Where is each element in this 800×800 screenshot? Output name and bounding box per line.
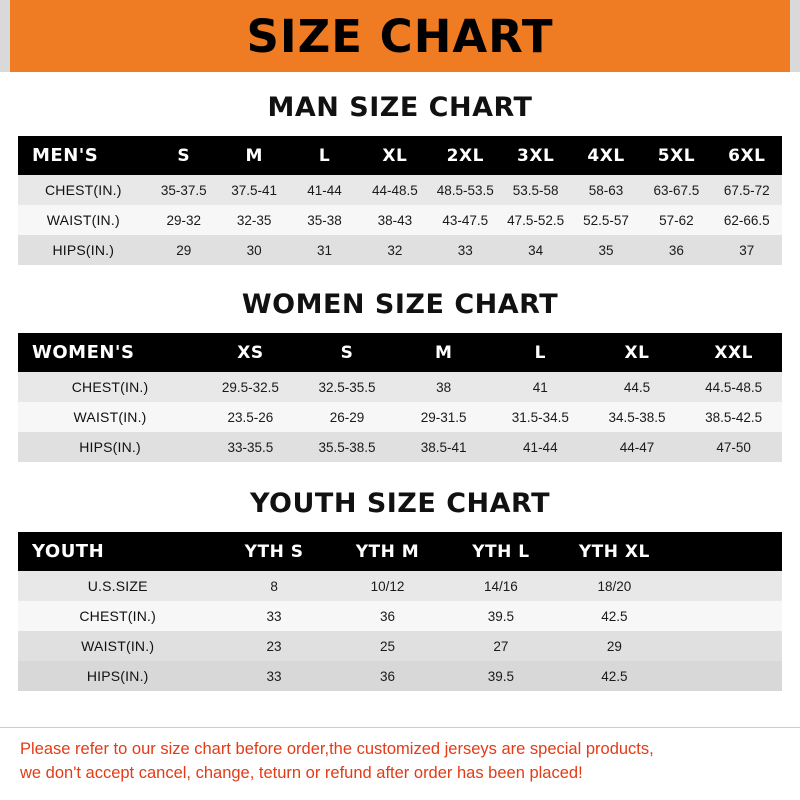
men-waist-4xl: 52.5-57 bbox=[583, 212, 629, 228]
footer-disclaimer bbox=[0, 727, 800, 800]
youth-chest-xl: 42.5 bbox=[601, 608, 628, 624]
youth-section-title: YOUTH SIZE CHART bbox=[249, 488, 551, 519]
women-hips-xs: 33-35.5 bbox=[227, 439, 274, 455]
men-chest-xl: 44-48.5 bbox=[372, 182, 418, 198]
men-hips-s: 29 bbox=[176, 242, 192, 258]
youth-ussize-l: 14/16 bbox=[484, 578, 518, 594]
youth-hips-xl: 42.5 bbox=[601, 668, 628, 684]
table-row bbox=[18, 372, 782, 402]
women-chest-l: 41 bbox=[532, 379, 548, 395]
women-chest-s: 32.5-35.5 bbox=[318, 379, 376, 395]
youth-header-m: YTH M bbox=[355, 541, 420, 562]
man-section-title: MAN SIZE CHART bbox=[267, 92, 533, 123]
men-hips-xl: 32 bbox=[387, 242, 403, 258]
men-chest-m: 37.5-41 bbox=[231, 182, 278, 198]
women-table-header-row bbox=[18, 333, 782, 372]
page-banner bbox=[0, 0, 800, 72]
men-row-waist-label: WAIST(IN.) bbox=[46, 212, 120, 228]
women-row-hips-label: HIPS(IN.) bbox=[79, 439, 141, 455]
women-waist-s: 26-29 bbox=[329, 409, 365, 425]
men-waist-5xl: 57-62 bbox=[659, 212, 694, 228]
women-chest-xs: 29.5-32.5 bbox=[221, 379, 279, 395]
banner-edge-right bbox=[790, 0, 800, 72]
women-header-label: WOMEN'S bbox=[32, 342, 135, 363]
youth-row-waist-label: WAIST(IN.) bbox=[81, 638, 155, 654]
table-row bbox=[18, 571, 782, 601]
men-header-s: S bbox=[177, 145, 191, 166]
men-waist-l: 35-38 bbox=[307, 212, 342, 228]
table-row bbox=[18, 205, 782, 235]
youth-row-ussize-label: U.S.SIZE bbox=[87, 578, 148, 594]
table-row bbox=[18, 631, 782, 661]
youth-waist-s: 23 bbox=[266, 638, 282, 654]
footer-line-2: we don't accept cancel, change, teturn or refund after order has been placed! bbox=[20, 764, 583, 783]
women-hips-l: 41-44 bbox=[523, 439, 558, 455]
men-chest-6xl: 67.5-72 bbox=[723, 182, 770, 198]
women-hips-m: 38.5-41 bbox=[420, 439, 467, 455]
youth-chest-s: 33 bbox=[266, 608, 282, 624]
youth-table-header-row bbox=[18, 532, 782, 571]
men-waist-xl: 38-43 bbox=[377, 212, 413, 228]
women-row-chest-label: CHEST(IN.) bbox=[71, 379, 149, 395]
women-waist-xs: 23.5-26 bbox=[227, 409, 274, 425]
youth-hips-spacer bbox=[671, 661, 782, 691]
men-row-chest-label: CHEST(IN.) bbox=[44, 182, 122, 198]
table-row bbox=[18, 175, 782, 205]
men-table-header-row bbox=[18, 136, 782, 175]
table-row bbox=[18, 432, 782, 462]
youth-header-xl: YTH XL bbox=[578, 541, 650, 562]
men-size-table bbox=[18, 136, 782, 265]
men-chest-4xl: 58-63 bbox=[588, 182, 624, 198]
table-row bbox=[18, 235, 782, 265]
women-row-waist-label: WAIST(IN.) bbox=[73, 409, 147, 425]
youth-hips-s: 33 bbox=[266, 668, 282, 684]
women-hips-s: 35.5-38.5 bbox=[318, 439, 376, 455]
youth-chest-m: 36 bbox=[379, 608, 395, 624]
women-header-xs: XS bbox=[237, 342, 264, 363]
women-header-l: L bbox=[534, 342, 546, 363]
youth-ussize-s: 8 bbox=[270, 578, 278, 594]
youth-ussize-xl: 18/20 bbox=[597, 578, 632, 594]
men-hips-m: 30 bbox=[246, 242, 262, 258]
women-hips-xxl: 47-50 bbox=[716, 439, 751, 455]
women-header-xxl: XXL bbox=[714, 342, 753, 363]
men-waist-s: 29-32 bbox=[166, 212, 202, 228]
youth-header-s: YTH S bbox=[244, 541, 304, 562]
men-header-l: L bbox=[318, 145, 331, 166]
women-waist-m: 29-31.5 bbox=[420, 409, 467, 425]
men-chest-3xl: 53.5-58 bbox=[512, 182, 559, 198]
men-chest-5xl: 63-67.5 bbox=[653, 182, 700, 198]
men-waist-6xl: 62-66.5 bbox=[723, 212, 770, 228]
women-waist-xxl: 38.5-42.5 bbox=[705, 409, 763, 425]
men-header-3xl: 3XL bbox=[517, 145, 555, 166]
youth-ussize-spacer bbox=[671, 571, 782, 601]
youth-waist-m: 25 bbox=[379, 638, 395, 654]
youth-hips-m: 36 bbox=[379, 668, 395, 684]
women-hips-xl: 44-47 bbox=[619, 439, 655, 455]
women-header-s: S bbox=[340, 342, 354, 363]
men-header-6xl: 6XL bbox=[728, 145, 766, 166]
men-header-2xl: 2XL bbox=[446, 145, 484, 166]
women-header-xl: XL bbox=[624, 342, 650, 363]
men-chest-2xl: 48.5-53.5 bbox=[436, 182, 494, 198]
youth-waist-l: 27 bbox=[493, 638, 509, 654]
table-row bbox=[18, 601, 782, 631]
youth-waist-spacer bbox=[671, 631, 782, 661]
men-hips-4xl: 35 bbox=[598, 242, 614, 258]
men-hips-2xl: 33 bbox=[457, 242, 473, 258]
table-row bbox=[18, 661, 782, 691]
youth-hips-l: 39.5 bbox=[487, 668, 515, 684]
youth-chest-l: 39.5 bbox=[487, 608, 515, 624]
youth-header-l: YTH L bbox=[472, 541, 530, 562]
youth-row-hips-label: HIPS(IN.) bbox=[86, 668, 149, 684]
youth-chest-spacer bbox=[671, 601, 782, 631]
men-header-5xl: 5XL bbox=[657, 145, 696, 166]
women-waist-xl: 34.5-38.5 bbox=[608, 409, 666, 425]
youth-waist-xl: 29 bbox=[606, 638, 622, 654]
youth-header-spacer bbox=[671, 532, 782, 571]
women-chest-xl: 44.5 bbox=[623, 379, 651, 395]
footer-line-1: Please refer to our size chart before order,the customized jerseys are special products, bbox=[20, 740, 654, 759]
chart-content bbox=[0, 72, 800, 727]
men-chest-s: 35-37.5 bbox=[160, 182, 207, 198]
men-hips-l: 31 bbox=[317, 242, 333, 258]
women-waist-l: 31.5-34.5 bbox=[511, 409, 569, 425]
women-header-m: M bbox=[434, 342, 453, 363]
men-header-m: M bbox=[245, 145, 263, 166]
youth-row-chest-label: CHEST(IN.) bbox=[79, 608, 157, 624]
men-header-4xl: 4XL bbox=[587, 145, 625, 166]
men-hips-6xl: 37 bbox=[739, 242, 755, 258]
women-size-table bbox=[18, 333, 782, 462]
banner-edge-left bbox=[0, 0, 10, 72]
youth-header-label: YOUTH bbox=[32, 541, 105, 562]
women-section-title: WOMEN SIZE CHART bbox=[241, 289, 559, 320]
men-row-hips-label: HIPS(IN.) bbox=[52, 242, 115, 258]
men-hips-5xl: 36 bbox=[668, 242, 684, 258]
men-chest-l: 41-44 bbox=[307, 182, 342, 198]
men-waist-2xl: 43-47.5 bbox=[442, 212, 489, 228]
men-header-xl: XL bbox=[382, 145, 408, 166]
men-waist-3xl: 47.5-52.5 bbox=[507, 212, 565, 228]
men-waist-m: 32-35 bbox=[236, 212, 272, 228]
women-chest-m: 38 bbox=[436, 379, 452, 395]
youth-size-table bbox=[18, 532, 782, 691]
men-hips-3xl: 34 bbox=[528, 242, 544, 258]
table-row bbox=[18, 402, 782, 432]
women-chest-xxl: 44.5-48.5 bbox=[705, 379, 763, 395]
youth-ussize-m: 10/12 bbox=[370, 578, 405, 594]
men-header-label: MEN'S bbox=[32, 145, 99, 166]
page-title: SIZE CHART bbox=[246, 9, 554, 63]
